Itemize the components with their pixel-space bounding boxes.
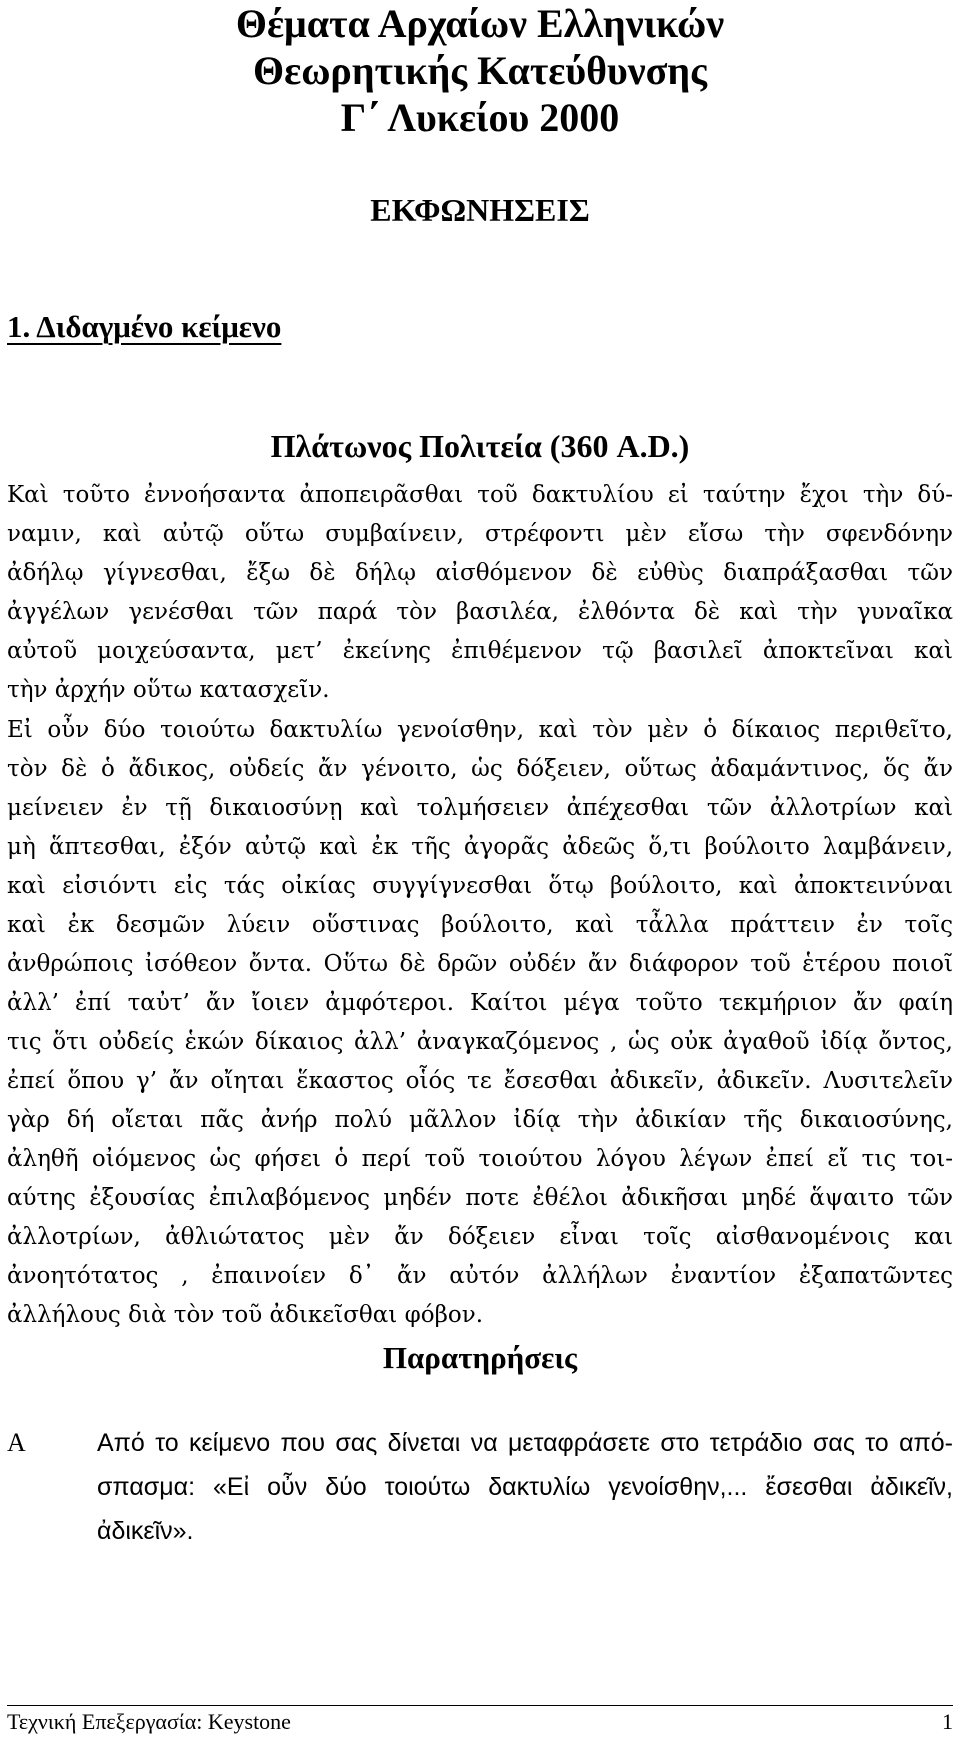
text-line: ἀληθῆ οἰόμενος ὡς φήσει ὁ περί τοῦ τοιούτου λόγου λέγων ἐπεί εἴ τις τοι- [7, 1146, 953, 1172]
title-line-1: Θέματα Αρχαίων Ελληνικών [235, 1, 725, 46]
document-title [0, 0, 960, 141]
notes-heading: Παρατηρήσεις [382, 1340, 578, 1375]
text-line: καὶ ἐκ δεσμῶν λύειν οὕστινας βούλοιτο, καὶ τἆλλα πράττειν ἐν τοῖς [7, 912, 953, 938]
subsection-heading: 1. Διδαγμένο κείμενο [7, 309, 282, 344]
greek-paragraph-2 [7, 711, 953, 1335]
text-line: γὰρ δή οἴεται πᾶς ἀνήρ πολύ μᾶλλον ἰδίᾳ τὴν ἀδικίαν τῆς δικαιοσύνης, [7, 1107, 953, 1133]
greek-paragraph-1 [7, 476, 953, 710]
text-line: τὸν δὲ ὁ ἄδικος, οὐδείς ἄν γένοιτο, ὡς δόξειεν, οὕτως ἀδαμάντινος, ὅς ἄν [7, 756, 953, 782]
title-line-2: Θεωρητικής Κατεύθυνσης [252, 48, 708, 93]
section-heading: ΕΚΦΩΝΗΣΕΙΣ [370, 192, 590, 228]
question-text [97, 1421, 953, 1553]
text-line: Εἰ οὖν δύο τοιούτω δακτυλίω γενοίσθην, καὶ τὸν μὲν ὁ δίκαιος περιθεῖτο, [7, 717, 953, 743]
text-line: καὶ εἰσιόντι εἰς τάς οἰκίας συγγίγνεσθαι ὅτῳ βούλοιτο, καὶ ἀποκτεινύναι [7, 873, 953, 899]
text-line: τις ὅτι οὐδείς ἑκών δίκαιος ἀλλ’ ἀναγκαζόμενος , ὡς οὐκ ἀγαθοῦ ἰδίᾳ ὄντος, [7, 1029, 953, 1055]
question-line: ἀδικεῖν». [97, 1517, 194, 1545]
question-line: σπασμα: «Εἰ οὖν δύο τοιούτω δακτυλίω γενοίσθην,... ἔσεσθαι ἀδικεῖν, [97, 1473, 953, 1501]
footer-credit: Τεχνική Επεξεργασία: Keystone [7, 1709, 291, 1734]
text-line: μείνειεν ἐν τῇ δικαιοσύνῃ καὶ τολμήσειεν ἀπέχεσθαι τῶν ἀλλοτρίων καὶ [7, 795, 953, 821]
text-line: ἀνοητότατος , ἐπαινοίεν δ᾿ ἄν αὐτόν ἀλλήλων ἐναντίον ἐξαπατῶντες [7, 1263, 953, 1289]
text-line: αύτης ἐξουσίας ἐπιλαβόμενος μηδέν ποτε ἐθέλοι ἀδικῆσαι μηδέ ἅψαιτο τῶν [7, 1185, 953, 1211]
text-line: ναμιν, καὶ αὐτῷ οὕτω συμβαίνειν, στρέφοντι μὲν εἴσω τὴν σφενδόνην [7, 521, 953, 547]
source-heading: Πλάτωνος Πολιτεία (360 A.D.) [270, 428, 690, 464]
question-line: Από το κείμενο που σας δίνεται να μεταφράσετε στο τετράδιο σας το από- [97, 1429, 953, 1457]
text-line: μὴ ἅπτεσθαι, ἐξόν αὐτῷ καὶ ἐκ τῆς ἀγορᾶς ἀδεῶς ὅ,τι βούλοιτο λαμβάνειν, [7, 834, 953, 860]
question-letter: Α [7, 1428, 26, 1457]
text-line: ἀλλ’ ἐπί ταὐτ’ ἄν ἴοιεν ἀμφότεροι. Καίτοι μέγα τοῦτο τεκμήριον ἄν φαίη [7, 990, 953, 1016]
text-line: ἀλλήλους διὰ τὸν τοῦ ἀδικεῖσθαι φόβον. [7, 1302, 484, 1328]
text-line: ἀλλοτρίων, ἀθλιώτατος μὲν ἄν δόξειεν εἶναι τοῖς αἰσθανομένοις και [7, 1224, 953, 1250]
text-line: ἐπεί ὅπου γ’ ἄν οἴηται ἕκαστος οἷός τε ἔσεσθαι ἀδικεῖν, ἀδικεῖν. Λυσιτελεῖν [7, 1068, 953, 1094]
text-line: ἀγγέλων γενέσθαι τῶν παρά τὸν βασιλέα, ἐλθόντα δὲ καὶ τὴν γυναῖκα [7, 599, 953, 625]
footer-divider [7, 1705, 953, 1706]
text-line: ἀνθρώποις ἰσόθεον ὄντα. Οὕτω δὲ δρῶν οὐδέν ἄν διάφορον τοῦ ἑτέρου ποιοῖ [7, 951, 953, 977]
text-line: αὐτοῦ μοιχεύσαντα, μετ’ ἐκείνης ἐπιθέμενον τῷ βασιλεῖ ἀποκτεῖναι καὶ [7, 638, 953, 664]
text-line: τὴν ἀρχήν οὕτω κατασχεῖν. [7, 677, 330, 703]
text-line: Καὶ τοῦτο ἐννοήσαντα ἀποπειρᾶσθαι τοῦ δακτυλίου εἰ ταύτην ἔχοι τὴν δύ- [7, 482, 953, 508]
page-number: 1 [942, 1709, 953, 1734]
text-line: ἀδήλῳ γίγνεσθαι, ἔξω δὲ δήλῳ αἰσθόμενον δὲ εὐθὺς διαπράξασθαι τῶν [7, 560, 953, 586]
title-line-3: Γ΄ Λυκείου 2000 [340, 95, 620, 140]
